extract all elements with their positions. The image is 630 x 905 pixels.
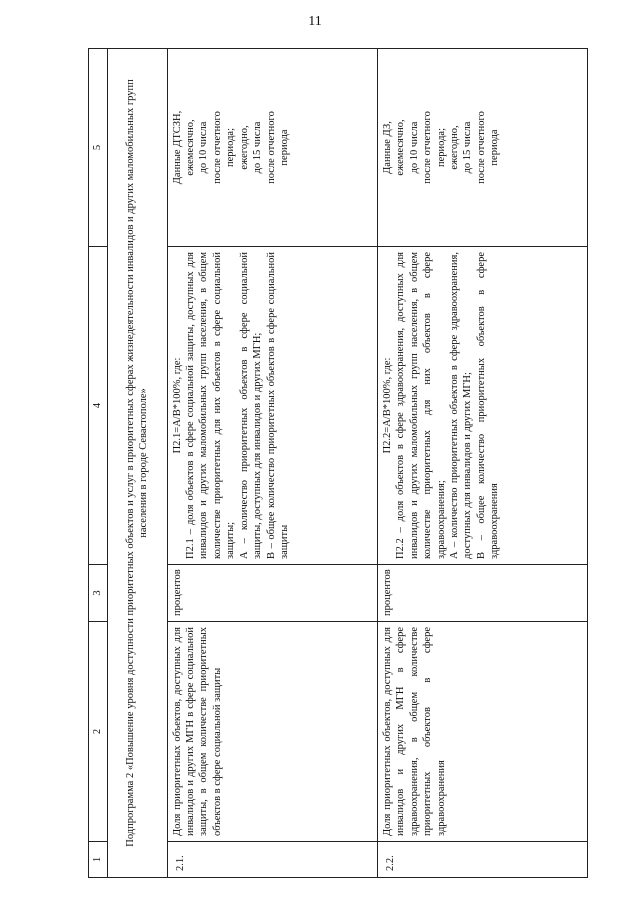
- subprogram-row: [108, 49, 168, 878]
- column-header: 4: [89, 247, 108, 565]
- column-header: 2: [89, 622, 108, 842]
- indicator-name: Доля приоритетных объектов, доступных для инвалидов и других МГН в сфере здравоохранения, в общем количестве приоритетных объектов в сфере здравоохранения: [377, 622, 587, 842]
- header-row: [89, 49, 108, 878]
- source-line: периода;: [225, 127, 237, 168]
- formula: П2.2=А/В*100%, где:: [381, 357, 393, 454]
- subprogram-title: Подпрограмма 2 «Повышение уровня доступности приоритетных объектов и услуг в приоритетных сферах жизнедеятельности инвалидов и других маломобильных групп населения в городе Севастополе»: [108, 49, 168, 878]
- source-line: до 15 числа: [252, 121, 264, 174]
- indicator-name: Доля приоритетных объектов, доступных для инвалидов и других МГН в сфере социальной защиты, в общем количестве приоритетных объектов в сфере социальной защиты: [167, 622, 377, 842]
- formula-explanation: А – количество приоритетных объектов в сфере здравоохранения, доступных для инвалидов и других МГН;: [448, 252, 474, 559]
- indicator-table-container: [88, 48, 588, 878]
- formula-explanation: В – общее количество приоритетных объектов в сфере здравоохранения: [475, 252, 501, 559]
- calculation-method: [377, 247, 587, 565]
- source-line: периода: [279, 129, 291, 166]
- indicator-table: [88, 48, 588, 878]
- formula: П2.1=А/В*100%, где:: [171, 357, 183, 454]
- data-source: [377, 49, 587, 247]
- source-line: ежемесячно,: [395, 119, 407, 176]
- source-line: ежегодно,: [238, 125, 250, 170]
- row-number: 2.1.: [167, 842, 377, 878]
- column-header: 3: [89, 565, 108, 622]
- page-number: 11: [308, 14, 322, 29]
- source-line: Данные ДЗ,: [381, 121, 393, 174]
- data-source: [167, 49, 377, 247]
- source-line: периода;: [435, 127, 447, 168]
- source-line: после отчетного: [265, 111, 277, 184]
- source-line: после отчетного: [475, 111, 487, 184]
- formula-explanation: П2.2 – доля объектов в сфере здравоохранения, доступных для инвалидов и других маломобильных групп населения, в общем количестве приоритетных для них объектов в сфере здравоохранения;: [395, 252, 447, 559]
- unit-of-measure: процентов: [167, 565, 377, 622]
- table-row: [377, 49, 587, 878]
- row-number: 2.2.: [377, 842, 587, 878]
- formula-explanation: В – общее количество приоритетных объектов в сфере социальной защиты: [265, 252, 291, 559]
- source-line: до 10 числа: [408, 121, 420, 174]
- source-line: ежемесячно,: [185, 119, 197, 176]
- source-line: до 15 числа: [462, 121, 474, 174]
- formula-explanation: П2.1 – доля объектов в сфере социальной защиты, доступных для инвалидов и других маломобильных групп населения, в общем количестве приоритетных для них объектов в сфере социальной защиты;: [185, 252, 237, 559]
- source-line: после отчетного: [211, 111, 223, 184]
- source-line: после отчетного: [422, 111, 434, 184]
- table-row: [167, 49, 377, 878]
- source-line: ежегодно,: [448, 125, 460, 170]
- unit-of-measure: процентов: [377, 565, 587, 622]
- formula-explanation: А – количество приоритетных объектов в сфере социальной защиты, доступных для инвалидов и других МГН;: [238, 252, 264, 559]
- column-header: 5: [89, 49, 108, 247]
- calculation-method: [167, 247, 377, 565]
- column-header: 1: [89, 842, 108, 878]
- source-line: Данные ДТСЗН,: [171, 110, 183, 185]
- source-line: периода: [489, 129, 501, 166]
- source-line: до 10 числа: [198, 121, 210, 174]
